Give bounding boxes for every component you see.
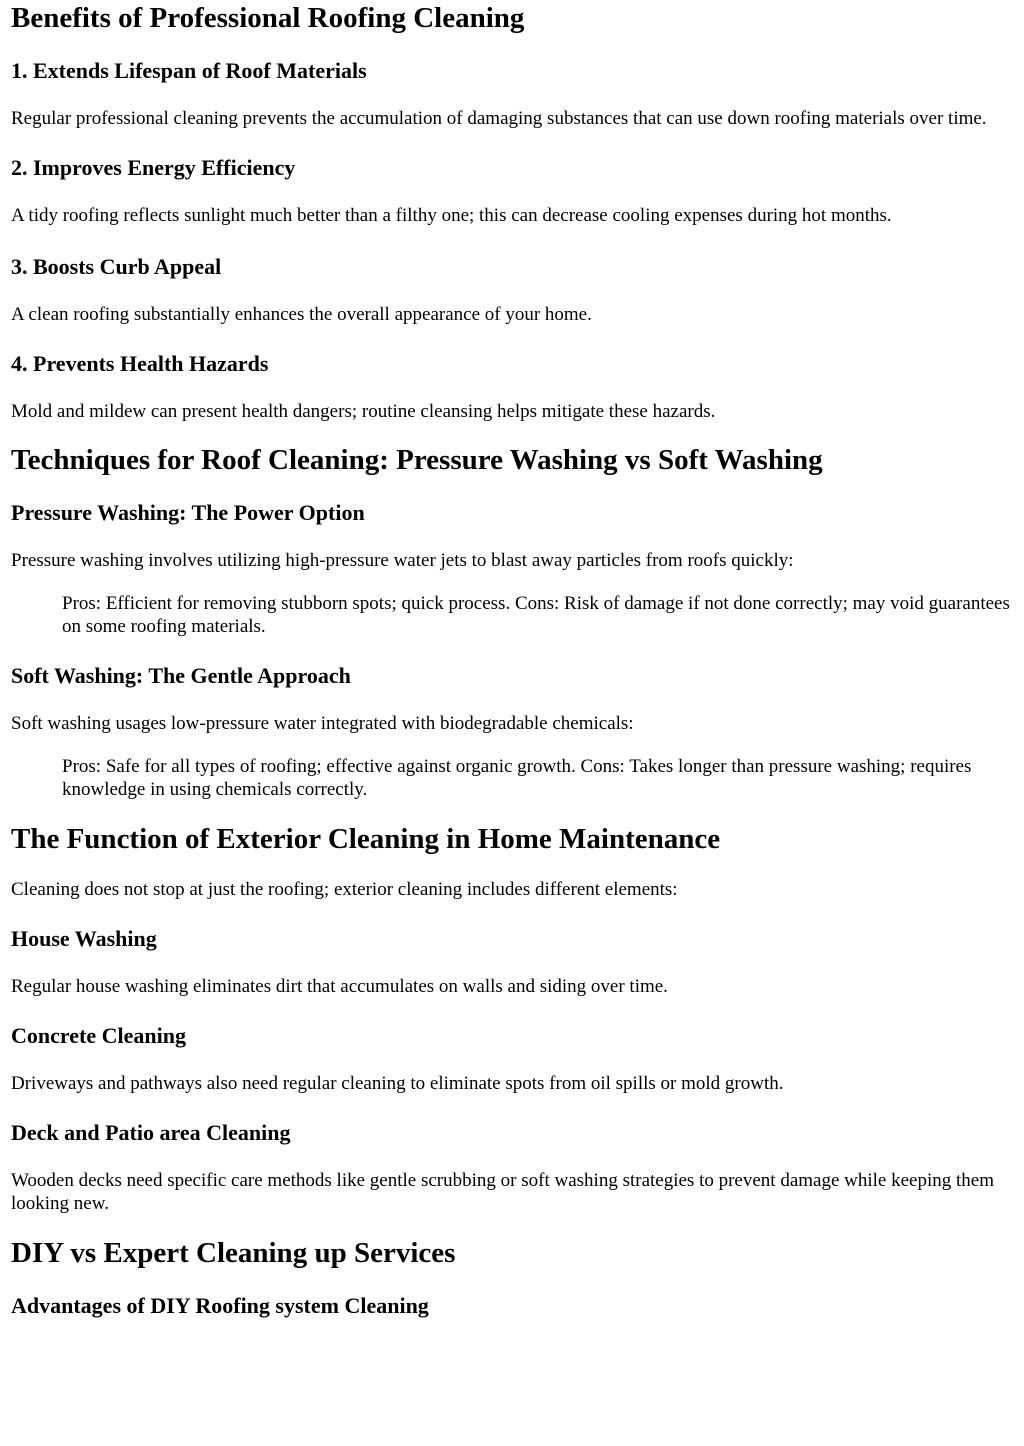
benefit-heading-lifespan: 1. Extends Lifespan of Roof Materials (11, 58, 367, 83)
technique-text-pressure-washing: Pressure washing involves utilizing high-pressure water jets to blast away particles from roofs quickly: (11, 550, 794, 571)
technique-text-soft-washing: Soft washing usages low-pressure water integrated with biodegradable chemicals: (11, 713, 634, 734)
benefit-heading-health: 4. Prevents Health Hazards (11, 351, 269, 376)
exterior-heading-house-washing: House Washing (11, 926, 157, 951)
benefit-text-energy: A tidy roofing reflects sunlight much better than a filthy one; this can decrease cooling expenses during hot months. (11, 205, 892, 226)
section-title-techniques: Techniques for Roof Cleaning: Pressure Washing vs Soft Washing (11, 444, 823, 476)
technique-heading-soft-washing: Soft Washing: The Gentle Approach (11, 663, 351, 688)
technique-heading-pressure-washing: Pressure Washing: The Power Option (11, 500, 365, 525)
benefit-text-health: Mold and mildew can present health dangers; routine cleansing helps mitigate these hazards. (11, 401, 716, 422)
exterior-text-house-washing: Regular house washing eliminates dirt that accumulates on walls and siding over time. (11, 976, 668, 997)
benefit-heading-curb-appeal: 3. Boosts Curb Appeal (11, 254, 222, 279)
benefit-heading-energy: 2. Improves Energy Efficiency (11, 155, 296, 180)
section-title-exterior-cleaning: The Function of Exterior Cleaning in Home Maintenance (11, 823, 721, 855)
exterior-text-deck-patio: Wooden decks need specific care methods like gentle scrubbing or soft washing strategies to prevent damage while keeping them looking new. (11, 1170, 994, 1214)
diy-heading-advantages: Advantages of DIY Roofing system Cleaning (11, 1293, 429, 1318)
benefit-text-lifespan: Regular professional cleaning prevents the accumulation of damaging substances that can use down roofing materials over time. (11, 108, 987, 129)
exterior-text-concrete-cleaning: Driveways and pathways also need regular cleaning to eliminate spots from oil spills or mold growth. (11, 1073, 784, 1094)
exterior-heading-deck-patio: Deck and Patio area Cleaning (11, 1120, 291, 1145)
benefit-text-curb-appeal: A clean roofing substantially enhances the overall appearance of your home. (11, 304, 592, 325)
pros-cons-soft-washing: Pros: Safe for all types of roofing; effective against organic growth. Cons: Takes longer than pressure washing; requires knowledge in using chemicals correctly. (62, 756, 972, 800)
pros-cons-pressure-washing: Pros: Efficient for removing stubborn spots; quick process. Cons: Risk of damage if not done correctly; may void guarantees on some roofing materials. (62, 593, 1010, 637)
section-title-benefits: Benefits of Professional Roofing Cleaning (11, 2, 525, 34)
section-title-diy-vs-expert: DIY vs Expert Cleaning up Services (11, 1237, 456, 1269)
exterior-heading-concrete-cleaning: Concrete Cleaning (11, 1023, 186, 1048)
exterior-intro-text: Cleaning does not stop at just the roofing; exterior cleaning includes different elements: (11, 879, 678, 900)
